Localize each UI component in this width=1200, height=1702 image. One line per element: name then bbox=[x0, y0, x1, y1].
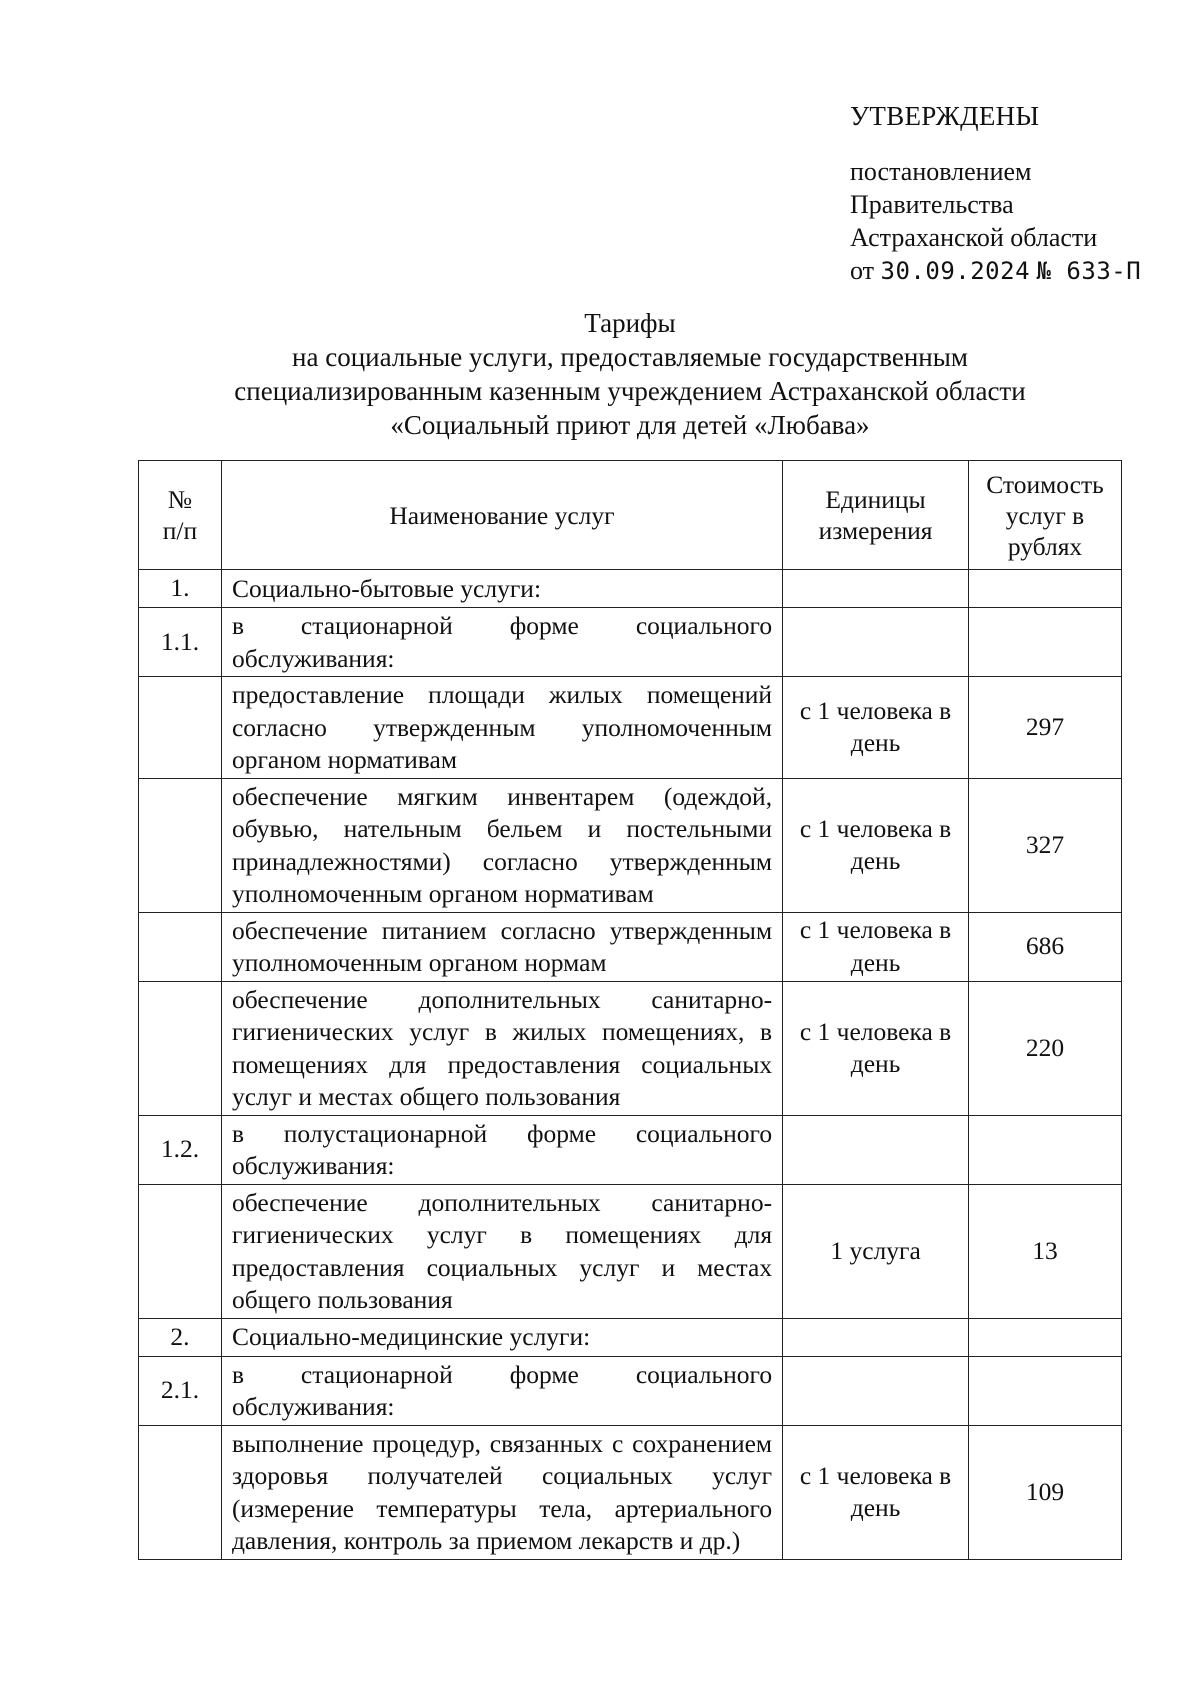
row-num bbox=[139, 677, 222, 779]
header-cost bbox=[969, 461, 1122, 570]
table-row bbox=[139, 1318, 1122, 1356]
approval-date-prefix: от bbox=[850, 256, 875, 285]
row-unit: с 1 человека в день bbox=[783, 778, 969, 912]
table-row bbox=[139, 1115, 1122, 1184]
row-unit: 1 услуга bbox=[783, 1184, 969, 1318]
row-name: обеспечение дополнительных санитарно-гигиенических услуг в жилых помещениях, в помещениях для предоставления социальных услуг и местах общего пользования bbox=[221, 981, 782, 1115]
row-num bbox=[139, 1425, 222, 1559]
row-cost bbox=[969, 570, 1122, 608]
approval-date: 30.09.2024 bbox=[880, 257, 1031, 285]
row-cost bbox=[969, 608, 1122, 677]
header-num bbox=[139, 461, 222, 570]
row-unit bbox=[783, 1115, 969, 1184]
header-cost-text: Стоимость услуг в рублях bbox=[986, 469, 1104, 561]
table-row bbox=[139, 1356, 1122, 1425]
row-cost bbox=[969, 1115, 1122, 1184]
row-name: обеспечение дополнительных санитарно-гигиенических услуг в помещениях для предоставления социальных услуг и местах общего пользования bbox=[221, 1184, 782, 1318]
title-line-2: на социальные услуги, предоставляемые государственным bbox=[292, 342, 968, 372]
row-num: 1.1. bbox=[139, 608, 222, 677]
row-num: 2.1. bbox=[139, 1356, 222, 1425]
row-name: обеспечение питанием согласно утвержденным уполномоченным органом нормам bbox=[221, 912, 782, 981]
row-cost: 109 bbox=[969, 1425, 1122, 1559]
table-row bbox=[139, 981, 1122, 1115]
approval-block bbox=[850, 100, 1180, 288]
approval-number: № 633-П bbox=[1036, 257, 1142, 285]
title-line-3: специализированным казенным учреждением Астраханской области bbox=[234, 376, 1026, 406]
row-unit bbox=[783, 570, 969, 608]
table-row bbox=[139, 1184, 1122, 1318]
row-unit: с 1 человека в день bbox=[783, 1425, 969, 1559]
row-cost: 327 bbox=[969, 778, 1122, 912]
row-num: 1.2. bbox=[139, 1115, 222, 1184]
table-header-row bbox=[139, 461, 1122, 570]
row-name: Социально-бытовые услуги: bbox=[221, 570, 782, 608]
table-body bbox=[139, 570, 1122, 1560]
approval-line-2: Правительства bbox=[850, 190, 1014, 219]
table-row bbox=[139, 608, 1122, 677]
row-cost bbox=[969, 1356, 1122, 1425]
row-unit: с 1 человека в день bbox=[783, 981, 969, 1115]
row-name: в полустационарной форме социального обслуживания: bbox=[221, 1115, 782, 1184]
row-cost: 13 bbox=[969, 1184, 1122, 1318]
row-name: предоставление площади жилых помещений согласно утвержденным уполномоченным органом нормативам bbox=[221, 677, 782, 779]
row-cost: 297 bbox=[969, 677, 1122, 779]
row-num bbox=[139, 1184, 222, 1318]
row-unit bbox=[783, 1356, 969, 1425]
row-cost bbox=[969, 1318, 1122, 1356]
row-num bbox=[139, 981, 222, 1115]
title-line-1: Тарифы bbox=[584, 308, 676, 338]
row-cost: 686 bbox=[969, 912, 1122, 981]
approval-decree-line bbox=[850, 254, 1180, 288]
row-name: обеспечение мягким инвентарем (одеждой, обувью, нательным бельем и постельными принадлежностями) согласно утвержденным уполномоченным органом нормативам bbox=[221, 778, 782, 912]
table-row bbox=[139, 912, 1122, 981]
approval-line-1: постановлением bbox=[850, 157, 1032, 186]
row-unit bbox=[783, 1318, 969, 1356]
document-title bbox=[140, 306, 1120, 442]
row-num: 2. bbox=[139, 1318, 222, 1356]
row-num bbox=[139, 778, 222, 912]
row-name: в стационарной форме социального обслуживания: bbox=[221, 608, 782, 677]
approval-line-3: Астраханской области bbox=[850, 223, 1098, 252]
header-num-text: № п/п bbox=[162, 485, 198, 545]
row-name: выполнение процедур, связанных с сохранением здоровья получателей социальных услуг (измерение температуры тела, артериального давления, контроль за приемом лекарств и др.) bbox=[221, 1425, 782, 1559]
header-unit bbox=[783, 461, 969, 570]
tariffs-table bbox=[138, 460, 1122, 1560]
row-name: в стационарной форме социального обслуживания: bbox=[221, 1356, 782, 1425]
header-name: Наименование услуг bbox=[221, 461, 782, 570]
row-cost: 220 bbox=[969, 981, 1122, 1115]
row-num: 1. bbox=[139, 570, 222, 608]
table-row bbox=[139, 570, 1122, 608]
row-unit bbox=[783, 608, 969, 677]
row-name: Социально-медицинские услуги: bbox=[221, 1318, 782, 1356]
row-unit: с 1 человека в день bbox=[783, 912, 969, 981]
row-unit: с 1 человека в день bbox=[783, 677, 969, 779]
row-num bbox=[139, 912, 222, 981]
table-row bbox=[139, 1425, 1122, 1559]
approval-heading: УТВЕРЖДЕНЫ bbox=[850, 101, 1040, 131]
title-line-4: «Социальный приют для детей «Любава» bbox=[390, 410, 870, 440]
table-row bbox=[139, 677, 1122, 779]
table-row bbox=[139, 778, 1122, 912]
header-unit-text: Единицы измерения bbox=[818, 485, 933, 545]
